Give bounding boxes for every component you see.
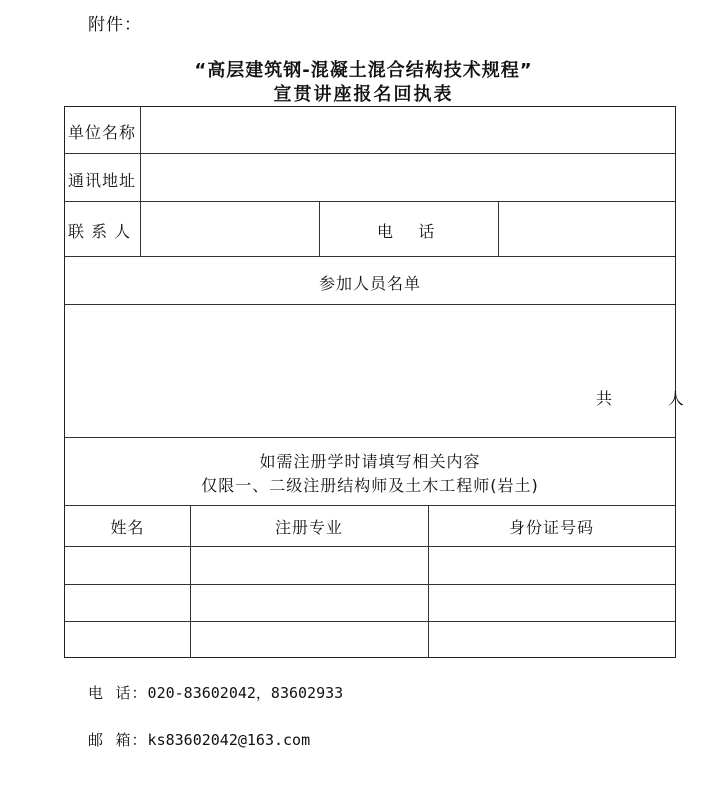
row-divider xyxy=(65,437,675,438)
registration-form xyxy=(64,106,685,658)
participants-total-label: 共 人 xyxy=(596,389,685,408)
table-cell-specialty[interactable] xyxy=(192,548,426,582)
table-cell-name[interactable] xyxy=(67,548,188,582)
row-divider xyxy=(65,546,675,547)
row-divider xyxy=(65,201,675,202)
table-cell-id-number[interactable] xyxy=(430,548,672,582)
row-divider xyxy=(65,153,675,154)
col-divider xyxy=(498,201,499,256)
footer-phone-key: 电 话： xyxy=(88,684,148,702)
col-header-id-number: 身份证号码 xyxy=(508,518,594,537)
contact-label: 联 系 人 xyxy=(68,222,132,241)
table-cell-id-number[interactable] xyxy=(430,586,672,619)
table-cell-name[interactable] xyxy=(67,586,188,619)
registration-note-line2: 仅限一、二级注册结构师及土木工程师(岩土) xyxy=(201,476,539,495)
table-cell-name[interactable] xyxy=(67,623,188,655)
table-cell-specialty[interactable] xyxy=(192,623,426,655)
col-header-specialty: 注册专业 xyxy=(274,518,343,537)
footer-email-key: 邮 箱： xyxy=(88,731,148,749)
footer-phone xyxy=(88,682,343,703)
document-subtitle: 宣贯讲座报名回执表 xyxy=(273,84,454,105)
address-label: 通讯地址 xyxy=(68,171,137,190)
col-divider xyxy=(319,201,320,256)
phone-field[interactable] xyxy=(500,203,672,254)
address-field[interactable] xyxy=(142,155,672,199)
unit-name-field[interactable] xyxy=(142,109,672,151)
participants-field[interactable] xyxy=(67,306,672,435)
table-cell-specialty[interactable] xyxy=(192,586,426,619)
footer-email-value[interactable]: ks83602042@163.com xyxy=(147,731,311,749)
footer-phone-value: 020-83602042，83602933 xyxy=(147,684,344,702)
row-divider xyxy=(65,621,675,622)
phone-label: 电 话 xyxy=(377,222,436,241)
table-cell-id-number[interactable] xyxy=(430,623,672,655)
registration-note-line1: 如需注册学时请填写相关内容 xyxy=(259,452,481,471)
document-title: “高层建筑钢-混凝土混合结构技术规程” xyxy=(194,60,533,81)
col-divider xyxy=(140,107,141,256)
attachment-label: 附件： xyxy=(88,15,142,35)
contact-field[interactable] xyxy=(142,203,317,254)
unit-name-label: 单位名称 xyxy=(68,123,137,142)
row-divider xyxy=(65,505,675,506)
participants-header: 参加人员名单 xyxy=(318,274,421,293)
footer-email xyxy=(88,729,310,750)
row-divider xyxy=(65,584,675,585)
row-divider xyxy=(65,304,675,305)
row-divider xyxy=(65,256,675,257)
col-header-name: 姓名 xyxy=(110,518,145,537)
